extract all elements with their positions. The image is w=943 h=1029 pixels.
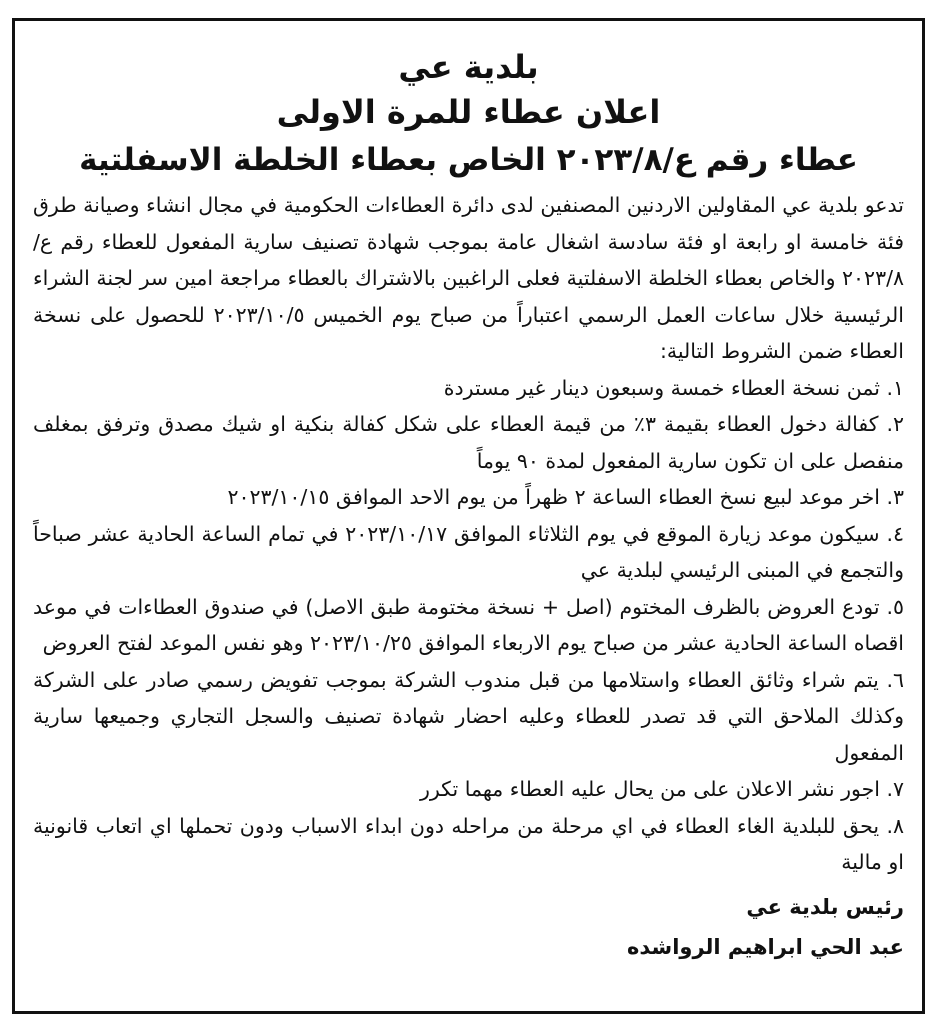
intro-paragraph: تدعو بلدية عي المقاولين الاردنين المصنفين لدى دائرة العطاءات الحكومية في مجال انشاء وصيانة طرق فئة خامسة او رابعة او فئة سادسة اشغال عامة بموجب شهادة تصنيف سارية المفعول للعطاء رقم ع/٢٠٢٣/٨ والخاص بعطاء الخلطة الاسفلتية فعلى الراغبين بالاشتراك بالعطاء مراجعة امين سر لجنة الشراء الرئيسية خلال ساعات العمل الرسمي اعتباراً من صباح يوم الخميس ٢٠٢٣/١٠/٥ للحصول على نسخة العطاء ضمن الشروط التالية: [33,193,904,363]
condition-item: ٧. اجور نشر الاعلان على من يحال عليه العطاء مهما تكرر [419,777,904,801]
announcement-title: اعلان عطاء للمرة الاولى [276,93,661,131]
condition-item: ٣. اخر موعد لبيع نسخ العطاء الساعة ٢ ظهراً من يوم الاحد الموافق ٢٠٢٣/١٠/١٥ [227,485,904,509]
condition-item: ٥. تودع العروض بالظرف المختوم (اصل + نسخة مختومة طبق الاصل) في صندوق العطاءات في موعد اقصاه الساعة الحادية عشر من صباح يوم الاربعاء الموافق ٢٠٢٣/١٠/٢٥ وهو نفس الموعد لفتح العروض [33,594,904,655]
announcement-body [15,187,922,881]
conditions-list [33,370,904,881]
condition-item: ٦. يتم شراء وثائق العطاء واستلامها من قبل مندوب الشركة بموجب تفويض رسمي صادر على الشركة وكذلك الملاحق التي قد تصدر للعطاء وعليه احضار شهادة تصنيف والسجل التجاري وجميعها سارية المفعول [33,667,904,765]
condition-item: ٨. يحق للبلدية الغاء العطاء في اي مرحلة من مراحله دون ابداء الاسباب ودون تحملها اي اتعاب قانونية او مالية [33,813,904,874]
signatory-name: عبد الحي ابراهيم الرواشده [627,934,904,959]
condition-item: ١. ثمن نسخة العطاء خمسة وسبعون دينار غير مستردة [443,375,904,400]
signatory-role: رئيس بلدية عي [746,894,904,919]
municipality-title: بلدية عي [398,48,539,86]
condition-item: ٤. سيكون موعد زيارة الموقع في يوم الثلاثاء الموافق ٢٠٢٣/١٠/١٧ في تمام الساعة الحادية عشر صباحاً والتجمع في المبنى الرئيسي لبلدية عي [33,521,904,582]
title-block [15,45,922,185]
announcement-frame [12,18,925,1014]
signature-block [15,887,922,967]
tender-title: عطاء رقم ع/٢٠٢٣/٨ الخاص بعطاء الخلطة الاسفلتية [79,142,858,178]
condition-item: ٢. كفالة دخول العطاء بقيمة ٣٪ من قيمة العطاء على شكل كفالة بنكية او شيك مصدق وترفق بمغلف منفصل على ان تكون سارية المفعول لمدة ٩٠ يوماً [33,412,904,473]
